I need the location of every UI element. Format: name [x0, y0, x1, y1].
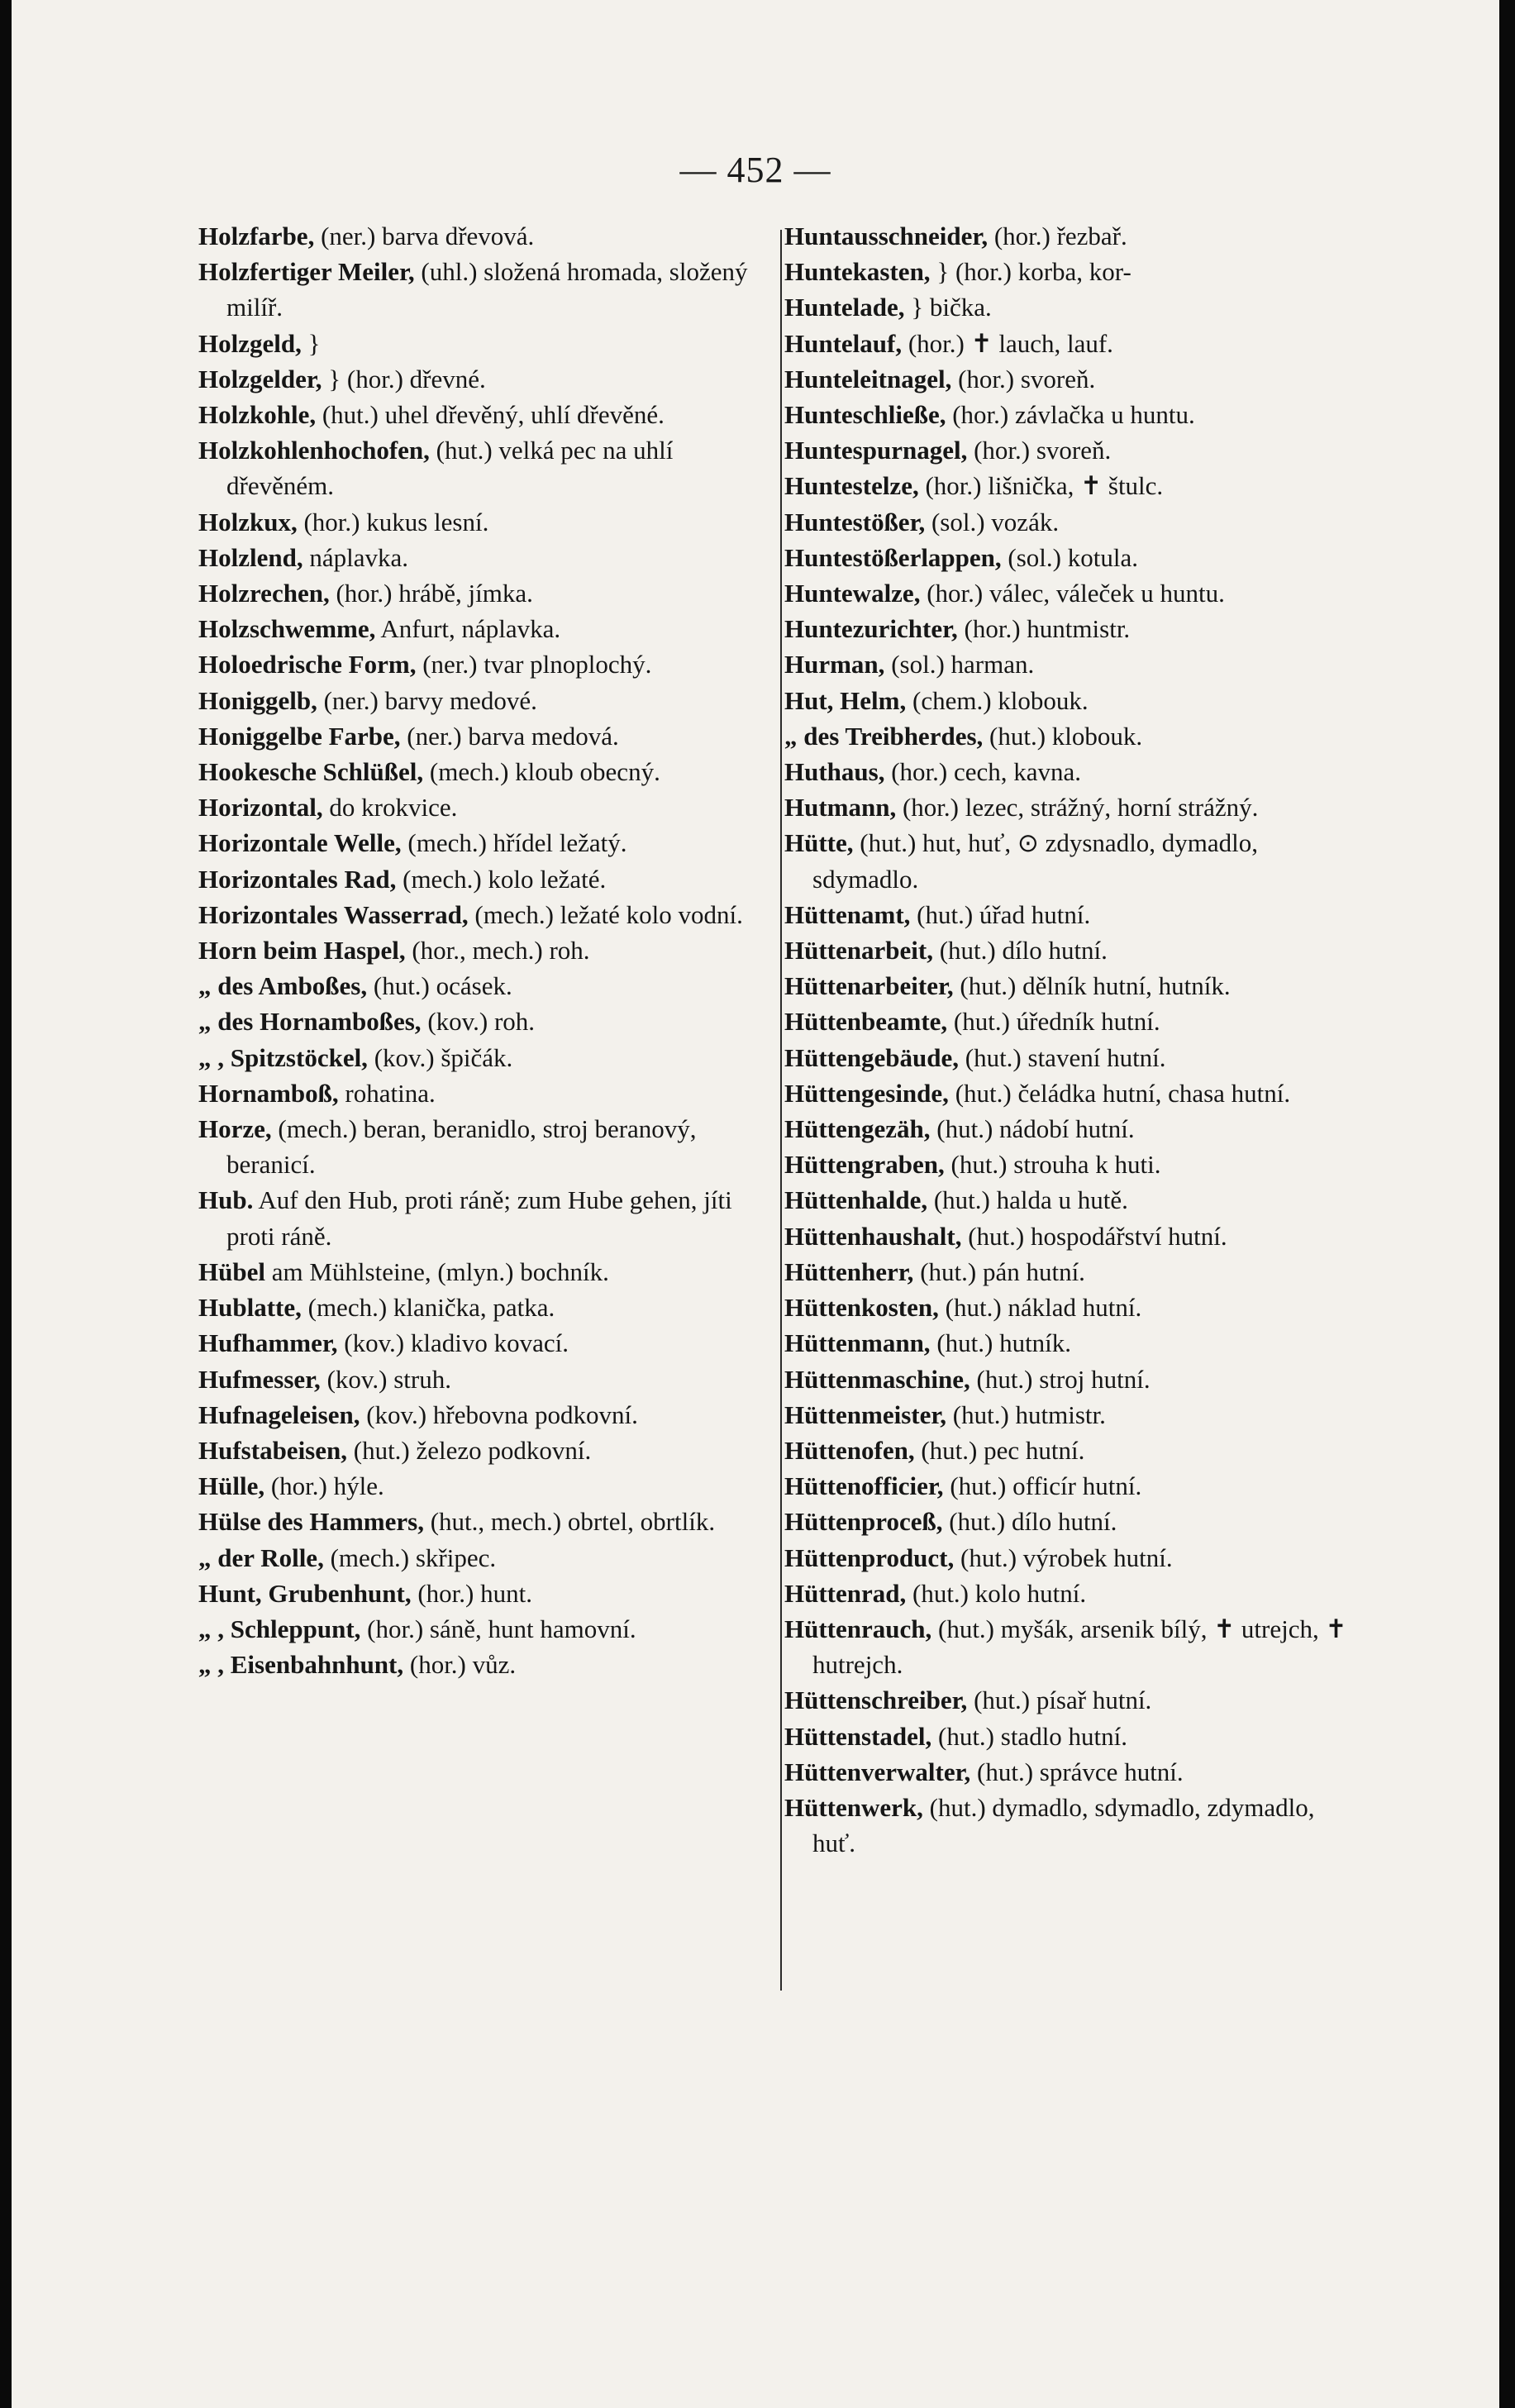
- entry-gloss: (hut.) klobouk.: [983, 721, 1143, 751]
- entry-gloss: (hut.) officír hutní.: [943, 1471, 1142, 1501]
- entry-gloss: }: [301, 328, 321, 358]
- entry-gloss: (hut.) čeládka hutní, chasa hutní.: [948, 1078, 1291, 1108]
- dictionary-entry: [198, 897, 777, 932]
- entry-headword: Holzkohle,: [198, 400, 317, 430]
- dictionary-entry: [198, 575, 777, 611]
- entry-headword: Hüttenrauch,: [784, 1614, 932, 1643]
- dictionary-entry: [198, 1361, 777, 1397]
- entry-headword: Hüttengraben,: [784, 1150, 945, 1180]
- entry-headword: „ der Rolle,: [198, 1543, 324, 1572]
- entry-gloss: (hut.) kolo hutní.: [906, 1578, 1087, 1608]
- entry-gloss: rohatina.: [338, 1078, 436, 1108]
- entry-gloss: (hut.) hutmistr.: [946, 1400, 1106, 1429]
- entry-headword: Hüttenhalde,: [784, 1185, 928, 1215]
- entry-gloss: (hut.) myšák, arsenik bílý, ✝ utrejch, ✝ hutrejch.: [812, 1614, 1347, 1680]
- entry-headword: Huntestößerlappen,: [784, 542, 1002, 572]
- dictionary-entry: [784, 289, 1363, 325]
- dictionary-entry: [784, 1111, 1363, 1147]
- entry-gloss: (hor., mech.) roh.: [405, 936, 590, 966]
- dictionary-entry: [198, 504, 777, 540]
- entry-headword: Hübel: [198, 1256, 265, 1286]
- entry-headword: Hufmesser,: [198, 1364, 321, 1394]
- right-column: [784, 218, 1363, 1861]
- entry-headword: Horizontales Wasserrad,: [198, 899, 469, 929]
- dictionary-entry: [198, 218, 777, 254]
- entry-gloss: (hor.) hýle.: [264, 1471, 384, 1501]
- dictionary-entry: [198, 646, 777, 682]
- entry-headword: Huntestelze,: [784, 471, 919, 501]
- dictionary-entry: [198, 611, 777, 646]
- entry-gloss: (hut.) pec hutní.: [914, 1435, 1085, 1465]
- entry-gloss: (hut., mech.) obrtel, obrtlík.: [423, 1507, 716, 1537]
- entry-headword: Huthaus,: [784, 757, 885, 787]
- entry-headword: „ , Spitzstöckel,: [198, 1042, 368, 1072]
- entry-gloss: náplavka.: [303, 542, 408, 572]
- dictionary-entry: [198, 683, 777, 718]
- entry-gloss: (hor.) hunt.: [411, 1578, 532, 1608]
- entry-headword: Huntespurnagel,: [784, 436, 968, 465]
- entry-headword: Hurman,: [784, 650, 885, 679]
- entry-headword: Holoedrische Form,: [198, 650, 417, 679]
- entry-headword: Huntelauf,: [784, 328, 903, 358]
- entry-headword: Hüttenherr,: [784, 1256, 914, 1286]
- entry-gloss: (hut.) úředník hutní.: [947, 1007, 1160, 1037]
- dictionary-entry: [198, 718, 777, 754]
- entry-gloss: (hut.) hospodářství hutní.: [961, 1221, 1227, 1251]
- dictionary-entry: [784, 397, 1363, 432]
- entry-headword: Horze,: [198, 1114, 272, 1144]
- entry-headword: Hunteleitnagel,: [784, 364, 952, 393]
- dictionary-entry: [198, 432, 777, 503]
- entry-headword: Hublatte,: [198, 1293, 302, 1323]
- left-column: [198, 218, 777, 1682]
- dictionary-entry: [784, 1397, 1363, 1433]
- entry-headword: „ des Amboßes,: [198, 971, 368, 1001]
- dictionary-entry: [784, 1182, 1363, 1218]
- entry-gloss: (hor.) svoreň.: [951, 364, 1096, 393]
- entry-gloss: (kov.) roh.: [421, 1007, 536, 1037]
- dictionary-entry: [198, 1397, 777, 1433]
- dictionary-entry: [784, 254, 1363, 289]
- dictionary-entry: [198, 397, 777, 432]
- dictionary-entry: [784, 611, 1363, 646]
- entry-gloss: (hor.) řezbař.: [988, 222, 1127, 250]
- entry-headword: Huntausschneider,: [784, 222, 989, 250]
- entry-headword: Hüttenhaushalt,: [784, 1221, 962, 1251]
- dictionary-entry: [198, 1182, 777, 1253]
- entry-gloss: (hut.) stroj hutní.: [970, 1364, 1151, 1394]
- entry-headword: Hüttenmaschine,: [784, 1364, 970, 1394]
- entry-gloss: (hut.) dělník hutní, hutník.: [953, 971, 1231, 1001]
- dictionary-entry: [784, 718, 1363, 754]
- dictionary-entry: [784, 789, 1363, 825]
- entry-gloss: (mech.) beran, beranidlo, stroj beranový, beranicí.: [226, 1114, 697, 1180]
- entry-headword: Hüttenamt,: [784, 899, 911, 929]
- entry-gloss: } bička.: [904, 293, 992, 322]
- entry-headword: Hütte,: [784, 828, 854, 858]
- page-number: — 452 —: [679, 150, 831, 190]
- entry-headword: „ des Hornamboßes,: [198, 1007, 422, 1037]
- entry-headword: Hüttenofficier,: [784, 1471, 944, 1501]
- dictionary-entry: [784, 1468, 1363, 1504]
- entry-headword: Hüttenkosten,: [784, 1293, 939, 1323]
- dictionary-entry: [784, 504, 1363, 540]
- entry-headword: Hülse des Hammers,: [198, 1507, 424, 1537]
- dictionary-entry: [784, 1719, 1363, 1754]
- entry-gloss: (kov.) špičák.: [367, 1042, 513, 1072]
- dictionary-entry: [784, 1790, 1363, 1861]
- dictionary-entry: [784, 646, 1363, 682]
- entry-headword: Hüttengebäude,: [784, 1042, 959, 1072]
- entry-gloss: (hut.) dymadlo, sdymadlo, zdymadlo, huť.: [812, 1792, 1315, 1858]
- entry-headword: Holzgeld,: [198, 328, 302, 358]
- entry-headword: Hüttenarbeit,: [784, 936, 933, 966]
- entry-headword: Holzkohlenhochofen,: [198, 436, 430, 465]
- dictionary-entry: [198, 932, 777, 968]
- entry-headword: Horizontal,: [198, 793, 323, 823]
- entry-headword: Hüttenproduct,: [784, 1543, 955, 1572]
- dictionary-entry: [198, 1325, 777, 1361]
- dictionary-entry: [198, 1611, 777, 1647]
- dictionary-entry: [784, 1254, 1363, 1290]
- entry-headword: Huntestößer,: [784, 507, 926, 536]
- entry-headword: „ , Eisenbahnhunt,: [198, 1650, 404, 1680]
- entry-gloss: (kov.) kladivo kovací.: [337, 1328, 569, 1358]
- dictionary-entry: [784, 1004, 1363, 1039]
- dictionary-entry: [784, 540, 1363, 575]
- entry-gloss: (hut.) velká pec na uhlí dřevěném.: [226, 436, 674, 501]
- entry-headword: Hüttenschreiber,: [784, 1686, 968, 1715]
- dictionary-entry: [198, 1040, 777, 1075]
- entry-gloss: (mech.) ležaté kolo vodní.: [468, 899, 743, 929]
- entry-gloss: (mech.) klanička, patka.: [301, 1293, 555, 1323]
- entry-gloss: } (hor.) dřevné.: [322, 364, 486, 393]
- dictionary-entry: [784, 1540, 1363, 1576]
- dictionary-page: [12, 0, 1499, 2408]
- entry-gloss: (sol.) vozák.: [925, 507, 1060, 536]
- dictionary-entry: [198, 789, 777, 825]
- entry-gloss: (hor.) ✝ lauch, lauf.: [902, 328, 1113, 358]
- entry-gloss: (hut.) úřad hutní.: [910, 899, 1091, 929]
- entry-gloss: (ner.) tvar plnoplochý.: [416, 650, 652, 679]
- dictionary-entry: [784, 825, 1363, 896]
- entry-gloss: } (hor.) korba, kor-: [930, 257, 1131, 287]
- column-divider: [780, 230, 782, 1991]
- dictionary-entry: [198, 1647, 777, 1682]
- entry-gloss: (mech.) kloub obecný.: [423, 757, 660, 787]
- entry-gloss: (hor.) vůz.: [403, 1650, 517, 1680]
- dictionary-entry: [784, 1754, 1363, 1790]
- entry-gloss: (hut.) uhel dřevěný, uhlí dřevěné.: [316, 400, 665, 430]
- entry-gloss: (uhl.) složená hromada, složený milíř.: [226, 257, 748, 322]
- dictionary-entry: [198, 968, 777, 1004]
- dictionary-entry: [198, 1111, 777, 1182]
- dictionary-entry: [784, 1433, 1363, 1468]
- entry-headword: Horizontales Rad,: [198, 864, 397, 894]
- dictionary-entry: [198, 1254, 777, 1290]
- dictionary-entry: [198, 540, 777, 575]
- dictionary-entry: [198, 254, 777, 325]
- entry-gloss: Auf den Hub, proti ráně; zum Hube gehen, jíti proti ráně.: [226, 1185, 732, 1251]
- dictionary-entry: [198, 1290, 777, 1325]
- entry-headword: Holzrechen,: [198, 579, 330, 608]
- entry-headword: Hüttengezäh,: [784, 1114, 931, 1144]
- entry-headword: Huntelade,: [784, 293, 905, 322]
- entry-gloss: (mech.) kolo ležaté.: [396, 864, 607, 894]
- entry-gloss: (mech.) hřídel ležatý.: [401, 828, 627, 858]
- entry-gloss: (hut.) ocásek.: [367, 971, 512, 1001]
- dictionary-entry: [784, 968, 1363, 1004]
- entry-gloss: (kov.) struh.: [320, 1364, 451, 1394]
- entry-gloss: (hut.) hut, huť, ⊙ zdysnadlo, dymadlo, sdymadlo.: [812, 828, 1259, 894]
- dictionary-entry: [784, 1325, 1363, 1361]
- dictionary-entry: [784, 683, 1363, 718]
- entry-headword: Hufnageleisen,: [198, 1400, 360, 1429]
- entry-headword: Huntezurichter,: [784, 614, 958, 644]
- entry-headword: Horn beim Haspel,: [198, 936, 406, 966]
- dictionary-entry: [198, 361, 777, 397]
- entry-gloss: (hut.) správce hutní.: [970, 1757, 1184, 1786]
- entry-headword: „ , Schleppunt,: [198, 1614, 361, 1643]
- entry-gloss: (hor.) sáně, hunt hamovní.: [360, 1614, 636, 1643]
- entry-gloss: (hut.) dílo hutní.: [942, 1507, 1117, 1537]
- dictionary-entry: [198, 861, 777, 897]
- dictionary-entry: [784, 754, 1363, 789]
- entry-headword: Hunteschließe,: [784, 400, 946, 430]
- entry-gloss: (mech.) skřipec.: [323, 1543, 497, 1572]
- entry-headword: Huntekasten,: [784, 257, 931, 287]
- dictionary-entry: [784, 432, 1363, 468]
- entry-gloss: (chem.) klobouk.: [906, 685, 1089, 715]
- entry-headword: Hüttenwerk,: [784, 1792, 923, 1822]
- dictionary-entry: [784, 218, 1363, 254]
- dictionary-entry: [784, 1290, 1363, 1325]
- entry-gloss: (ner.) barva dřevová.: [314, 222, 535, 250]
- entry-gloss: (hor.) hrábě, jímka.: [329, 579, 533, 608]
- entry-headword: Hüttengesinde,: [784, 1078, 949, 1108]
- dictionary-entry: [784, 1682, 1363, 1718]
- entry-gloss: (hut.) stavení hutní.: [959, 1042, 1166, 1072]
- entry-gloss: (hut.) pán hutní.: [913, 1256, 1085, 1286]
- dictionary-entry: [198, 326, 777, 361]
- dictionary-entry: [198, 1075, 777, 1111]
- dictionary-entry: [784, 1611, 1363, 1682]
- entry-headword: Hüttenmann,: [784, 1328, 931, 1358]
- dictionary-entry: [784, 1504, 1363, 1539]
- dictionary-entry: [784, 468, 1363, 503]
- dictionary-entry: [198, 825, 777, 861]
- entry-gloss: (hut.) hutník.: [930, 1328, 1072, 1358]
- entry-gloss: (hut.) strouha k huti.: [944, 1150, 1161, 1180]
- entry-headword: Hufhammer,: [198, 1328, 338, 1358]
- entry-gloss: (hor.) lezec, strážný, horní strážný.: [896, 793, 1259, 823]
- dictionary-entry: [198, 1540, 777, 1576]
- entry-gloss: am Mühlsteine, (mlyn.) bochník.: [264, 1256, 609, 1286]
- entry-gloss: (hor.) lišnička, ✝ štulc.: [918, 471, 1164, 501]
- entry-gloss: (hor.) válec, váleček u huntu.: [920, 579, 1225, 608]
- entry-headword: Hüttenofen,: [784, 1435, 915, 1465]
- dictionary-entry: [784, 1218, 1363, 1254]
- entry-gloss: (sol.) harman.: [884, 650, 1035, 679]
- dictionary-entry: [784, 1576, 1363, 1611]
- entry-gloss: (hut.) nádobí hutní.: [930, 1114, 1135, 1144]
- entry-headword: Huntewalze,: [784, 579, 921, 608]
- entry-gloss: (hut.) halda u hutě.: [927, 1185, 1128, 1215]
- entry-headword: Horizontale Welle,: [198, 828, 402, 858]
- entry-gloss: do krokvice.: [322, 793, 458, 823]
- dictionary-entry: [784, 326, 1363, 361]
- dictionary-entry: [198, 1504, 777, 1539]
- dictionary-entry: [784, 1075, 1363, 1111]
- entry-gloss: (hut.) výrobek hutní.: [954, 1543, 1173, 1572]
- entry-headword: Holzfarbe,: [198, 222, 315, 250]
- dictionary-entry: [198, 1468, 777, 1504]
- entry-headword: Holzlend,: [198, 542, 303, 572]
- entry-gloss: (hut.) stadlo hutní.: [931, 1721, 1128, 1751]
- entry-headword: Holzschwemme,: [198, 614, 376, 644]
- entry-headword: Honiggelbe Farbe,: [198, 721, 401, 751]
- entry-headword: Holzfertiger Meiler,: [198, 257, 415, 287]
- entry-gloss: (ner.) barva medová.: [400, 721, 619, 751]
- entry-headword: Hufstabeisen,: [198, 1435, 347, 1465]
- entry-headword: Hüttenverwalter,: [784, 1757, 971, 1786]
- entry-headword: Hunt, Grubenhunt,: [198, 1578, 412, 1608]
- entry-gloss: (hut.) dílo hutní.: [932, 936, 1108, 966]
- dictionary-entry: [784, 1361, 1363, 1397]
- dictionary-entry: [198, 1576, 777, 1611]
- entry-gloss: (hut.) písař hutní.: [967, 1686, 1152, 1715]
- entry-headword: Holzgelder,: [198, 364, 322, 393]
- dictionary-entry: [784, 1040, 1363, 1075]
- entry-gloss: (ner.) barvy medové.: [317, 685, 537, 715]
- entry-headword: Hüttenbeamte,: [784, 1007, 948, 1037]
- entry-gloss: (hut.) náklad hutní.: [938, 1293, 1142, 1323]
- dictionary-entry: [784, 575, 1363, 611]
- dictionary-entry: [784, 361, 1363, 397]
- entry-headword: Hub.: [198, 1185, 254, 1215]
- entry-headword: Hüttenmeister,: [784, 1400, 947, 1429]
- entry-gloss: (hut.) železo podkovní.: [347, 1435, 592, 1465]
- dictionary-entry: [784, 897, 1363, 932]
- entry-headword: Hüttenarbeiter,: [784, 971, 954, 1001]
- entry-headword: „ des Treibherdes,: [784, 721, 984, 751]
- entry-headword: Hut, Helm,: [784, 685, 907, 715]
- entry-gloss: (hor.) cech, kavna.: [884, 757, 1082, 787]
- entry-headword: Hookesche Schlüßel,: [198, 757, 424, 787]
- entry-headword: Honiggelb,: [198, 685, 317, 715]
- entry-gloss: (hor.) svoreň.: [967, 436, 1112, 465]
- entry-headword: Hülle,: [198, 1471, 265, 1501]
- entry-headword: Hüttenproceß,: [784, 1507, 943, 1537]
- entry-headword: Hornamboß,: [198, 1078, 339, 1108]
- entry-gloss: (hor.) kukus lesní.: [297, 507, 489, 536]
- dictionary-entry: [198, 1004, 777, 1039]
- entry-gloss: (hor.) huntmistr.: [957, 614, 1131, 644]
- entry-gloss: (sol.) kotula.: [1001, 542, 1138, 572]
- dictionary-entry: [784, 932, 1363, 968]
- entry-headword: Hüttenrad,: [784, 1578, 907, 1608]
- entry-gloss: (kov.) hřebovna podkovní.: [360, 1400, 638, 1429]
- dictionary-entry: [784, 1147, 1363, 1182]
- entry-headword: Hüttenstadel,: [784, 1721, 932, 1751]
- entry-gloss: (hor.) závlačka u huntu.: [946, 400, 1195, 430]
- entry-headword: Hutmann,: [784, 793, 897, 823]
- dictionary-entry: [198, 754, 777, 789]
- entry-gloss: Anfurt, náplavka.: [375, 614, 561, 644]
- dictionary-entry: [198, 1433, 777, 1468]
- entry-headword: Holzkux,: [198, 507, 298, 536]
